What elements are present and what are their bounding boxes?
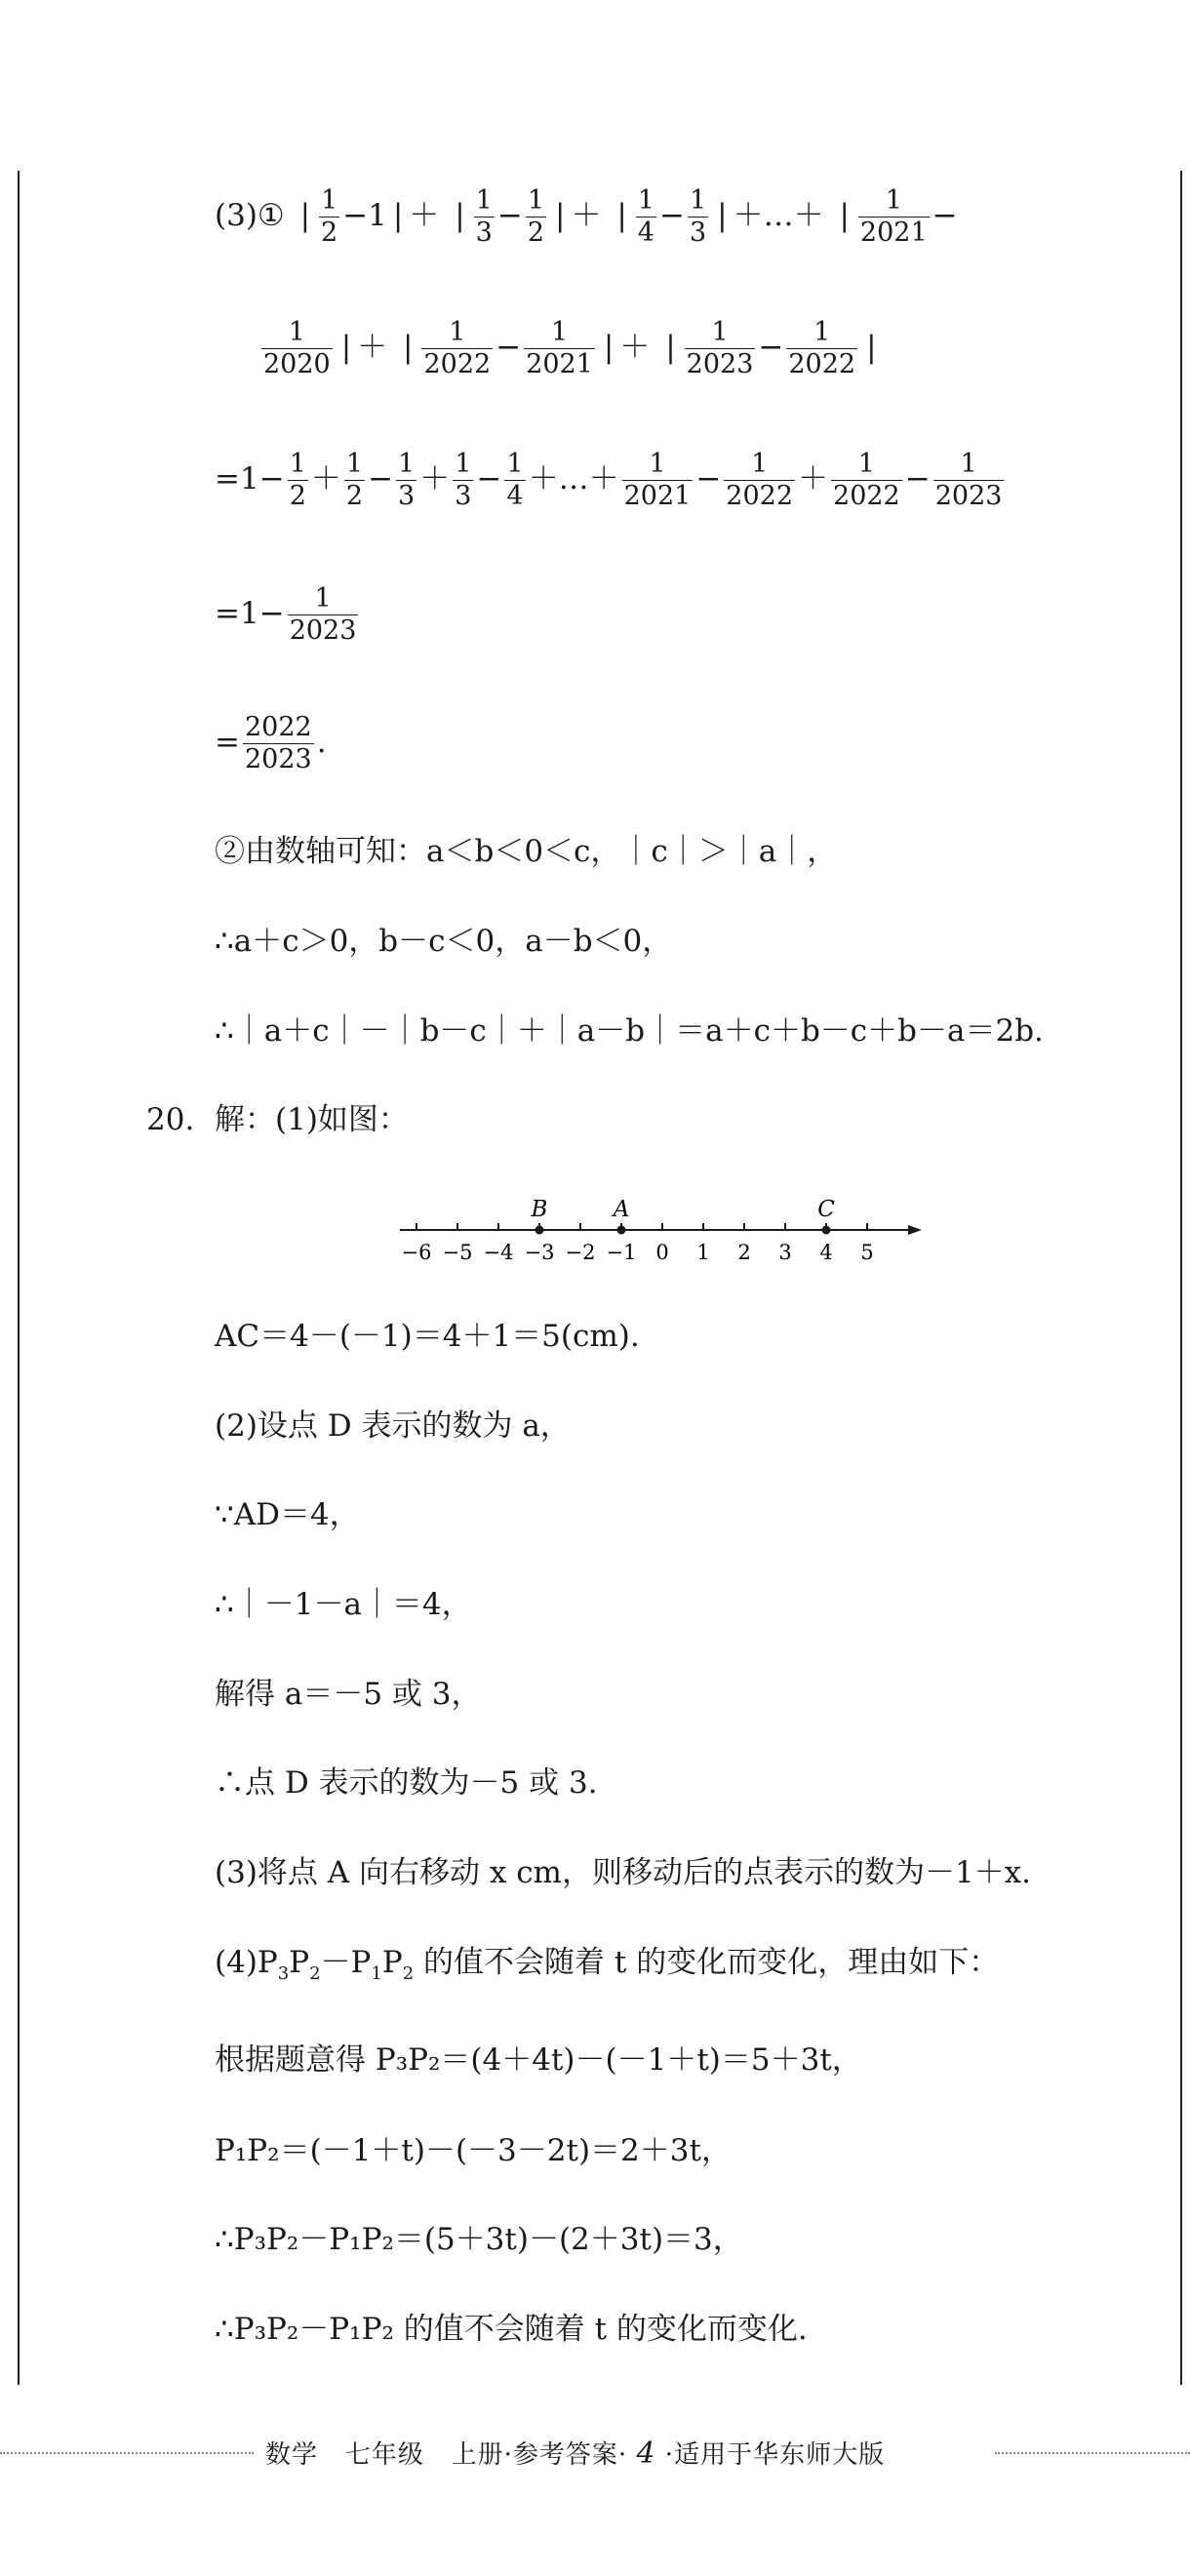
part4-step3: ∴P₃P₂－P₁P₂＝(5＋3t)－(2＋3t)＝3， [215, 2222, 743, 2257]
tick-label: 2 [737, 1241, 751, 1264]
tick-label: −4 [483, 1241, 514, 1264]
problem-number: 20. [146, 1102, 195, 1137]
point-label: C [817, 1197, 835, 1222]
tick-label: −3 [524, 1241, 555, 1264]
solve-a: 解得 a＝－5 或 3， [215, 1677, 482, 1712]
conclusion-d: ∴点 D 表示的数为－5 或 3. [215, 1765, 598, 1801]
point-b [536, 1226, 544, 1235]
part4-step1: 根据题意得 P₃P₂＝(4＋4t)－(－1＋t)＝5＋3t， [215, 2042, 862, 2078]
point-c [822, 1226, 831, 1235]
tick-label: −6 [401, 1241, 432, 1264]
simplified-step: =1− $\frac{1}{2023}$ [215, 583, 357, 646]
tick-label: −2 [565, 1241, 596, 1264]
tick-label: 1 [696, 1241, 710, 1264]
part4-intro: $(4)P_3P_2-P_1P_2$ 的值不会随着 t 的变化而变化，理由如下： [215, 1945, 1000, 1985]
because-ad: ∵AD＝4， [215, 1497, 360, 1532]
right-border [1180, 171, 1182, 2385]
tick-label: −1 [606, 1241, 637, 1264]
point-label: B [531, 1197, 548, 1222]
number-line-figure [395, 1195, 922, 1273]
point-a [617, 1226, 626, 1235]
part4-step4: ∴P₃P₂－P₁P₂ 的值不会随着 t 的变化而变化. [215, 2312, 808, 2347]
tick-label: −5 [442, 1241, 473, 1264]
part4-step2: P₁P₂＝(－1＋t)－(－3－2t)＝2＋3t， [215, 2133, 732, 2168]
part2-step2: ∴｜a＋c｜－｜b－c｜＋｜a－b｜＝a＋c＋b－c＋b－a＝2b. [215, 1013, 1044, 1049]
telescoping-expansion: =1− $\frac{1}{2}$ ＋ $\frac{1}{2}$ − $\frac{1}{3}$ ＋ $\frac{1}{3}$ − $\frac{1}{4}$ ＋…＋ $\frac{1}{2021}$ − $\frac{1}{2022}$ ＋ $\frac{1}{2022}$ − $\frac{1}{2023}$ [215, 449, 1003, 511]
tick-label: 3 [778, 1241, 792, 1264]
sum-expression-line-1: (3)① | $\frac{1}{2}$ −1 | ＋ | $\frac{1}{3}$ − $\frac{1}{2}$ | ＋ | $\frac{1}{4}$ − $\frac{1}{3}$ | ＋…＋ | $\frac{1}{2021}$ − [215, 185, 958, 248]
tick-label: 5 [860, 1241, 874, 1264]
ac-distance: AC＝4－(－1)＝4＋1＝5(cm). [215, 1319, 640, 1354]
therefore-abs: ∴｜－1－a｜＝4， [215, 1587, 472, 1622]
footer-text: 数学 七年级 上册·参考答案· 4 ·适用于华东师大版 [265, 2437, 886, 2471]
tick-label: 4 [819, 1241, 833, 1264]
final-result: = $\frac{2022}{2023}$ . [215, 712, 327, 774]
point-label: A [613, 1197, 630, 1222]
sum-expression-line-2: $\frac{1}{2020}$ | ＋ | $\frac{1}{2022}$ − $\frac{1}{2021}$ | ＋ | $\frac{1}{2023}$ − $\frac{1}{2022}$ | [263, 317, 877, 379]
footer-dots-left [0, 2452, 254, 2454]
axis-arrow-icon [908, 1225, 922, 1235]
page-footer [0, 2431, 1190, 2476]
tick-label: 0 [655, 1241, 669, 1264]
footer-dots-right [995, 2452, 1190, 2454]
part2-intro: ②由数轴可知：a＜b＜0＜c，｜c｜＞｜a｜， [215, 834, 838, 869]
problem-20-intro: 解：(1)如图： [215, 1102, 409, 1137]
part2-step1: ∴a＋c＞0，b－c＜0，a－b＜0， [215, 924, 673, 959]
left-border [18, 171, 20, 2385]
part2-set-d: (2)设点 D 表示的数为 a， [215, 1408, 571, 1444]
part3: (3)将点 A 向右移动 x cm，则移动后的点表示的数为－1＋x. [215, 1855, 1032, 1890]
page-number: 4 [636, 2437, 656, 2471]
